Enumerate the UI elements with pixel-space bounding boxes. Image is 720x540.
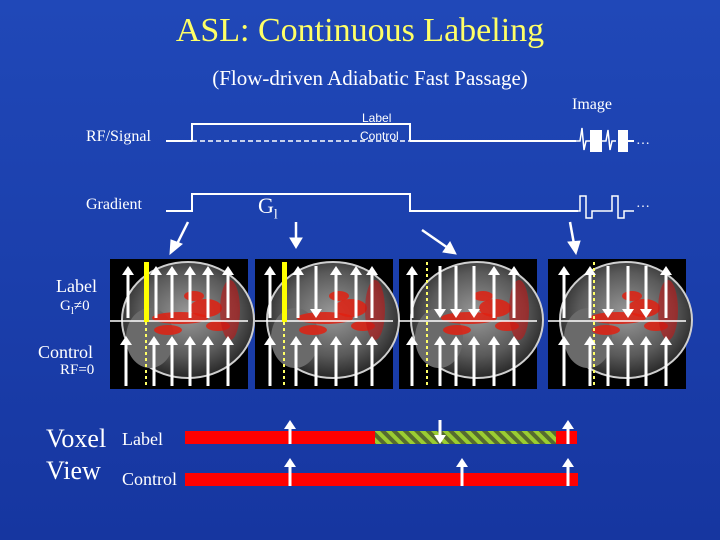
- image-label: Image: [572, 96, 612, 113]
- brain-image-1: [110, 262, 254, 378]
- label-row-title: Label: [56, 276, 97, 296]
- gradient-timing-line: [166, 194, 634, 218]
- control-spin-arrow-2-1: [264, 336, 276, 386]
- control-spin-arrow-4-1: [558, 336, 570, 386]
- label-plane-1: [144, 262, 149, 322]
- brain-image-2: [255, 262, 399, 378]
- rf-ellipsis: …: [636, 133, 652, 148]
- gradient-ellipsis: …: [636, 196, 652, 211]
- voxel-title-line1: Voxel: [46, 424, 107, 453]
- label-plane-2: [282, 262, 287, 322]
- label-cond-sub: l: [70, 305, 74, 317]
- voxel-control-bar-label: Control: [122, 469, 178, 489]
- voxel-label-bar-label: Label: [122, 429, 163, 449]
- label-cond-g: G: [60, 298, 71, 314]
- control-row-title: Control: [38, 342, 94, 362]
- slide-title: ASL: Continuous Labeling: [175, 12, 545, 49]
- voxel-control-bar: [185, 473, 578, 486]
- brain-image-3: [399, 262, 543, 378]
- gradient-label: Gradient: [86, 196, 142, 213]
- voxel-label-bar: [185, 431, 577, 444]
- voxel-title-line2: View: [46, 456, 101, 485]
- rf-timing-line: [166, 124, 634, 152]
- label-pulse-text: Label: [362, 111, 392, 125]
- brain-images: [110, 262, 692, 378]
- control-pulse-text: Control: [360, 129, 399, 143]
- slide-subtitle: (Flow-driven Adiabatic Fast Passage): [212, 66, 528, 90]
- label-cond-tail: ≠0: [73, 298, 90, 314]
- gl-sub: l: [273, 207, 278, 223]
- control-row-condition: RF=0: [60, 362, 95, 378]
- brain-image-4: [548, 262, 692, 378]
- timing-pointer-arrows: [170, 222, 580, 254]
- gl-main: G: [258, 193, 274, 218]
- control-spin-arrow-1-1: [120, 336, 132, 386]
- rf-signal-label: RF/Signal: [86, 128, 151, 145]
- control-spin-arrow-3-1: [406, 336, 418, 386]
